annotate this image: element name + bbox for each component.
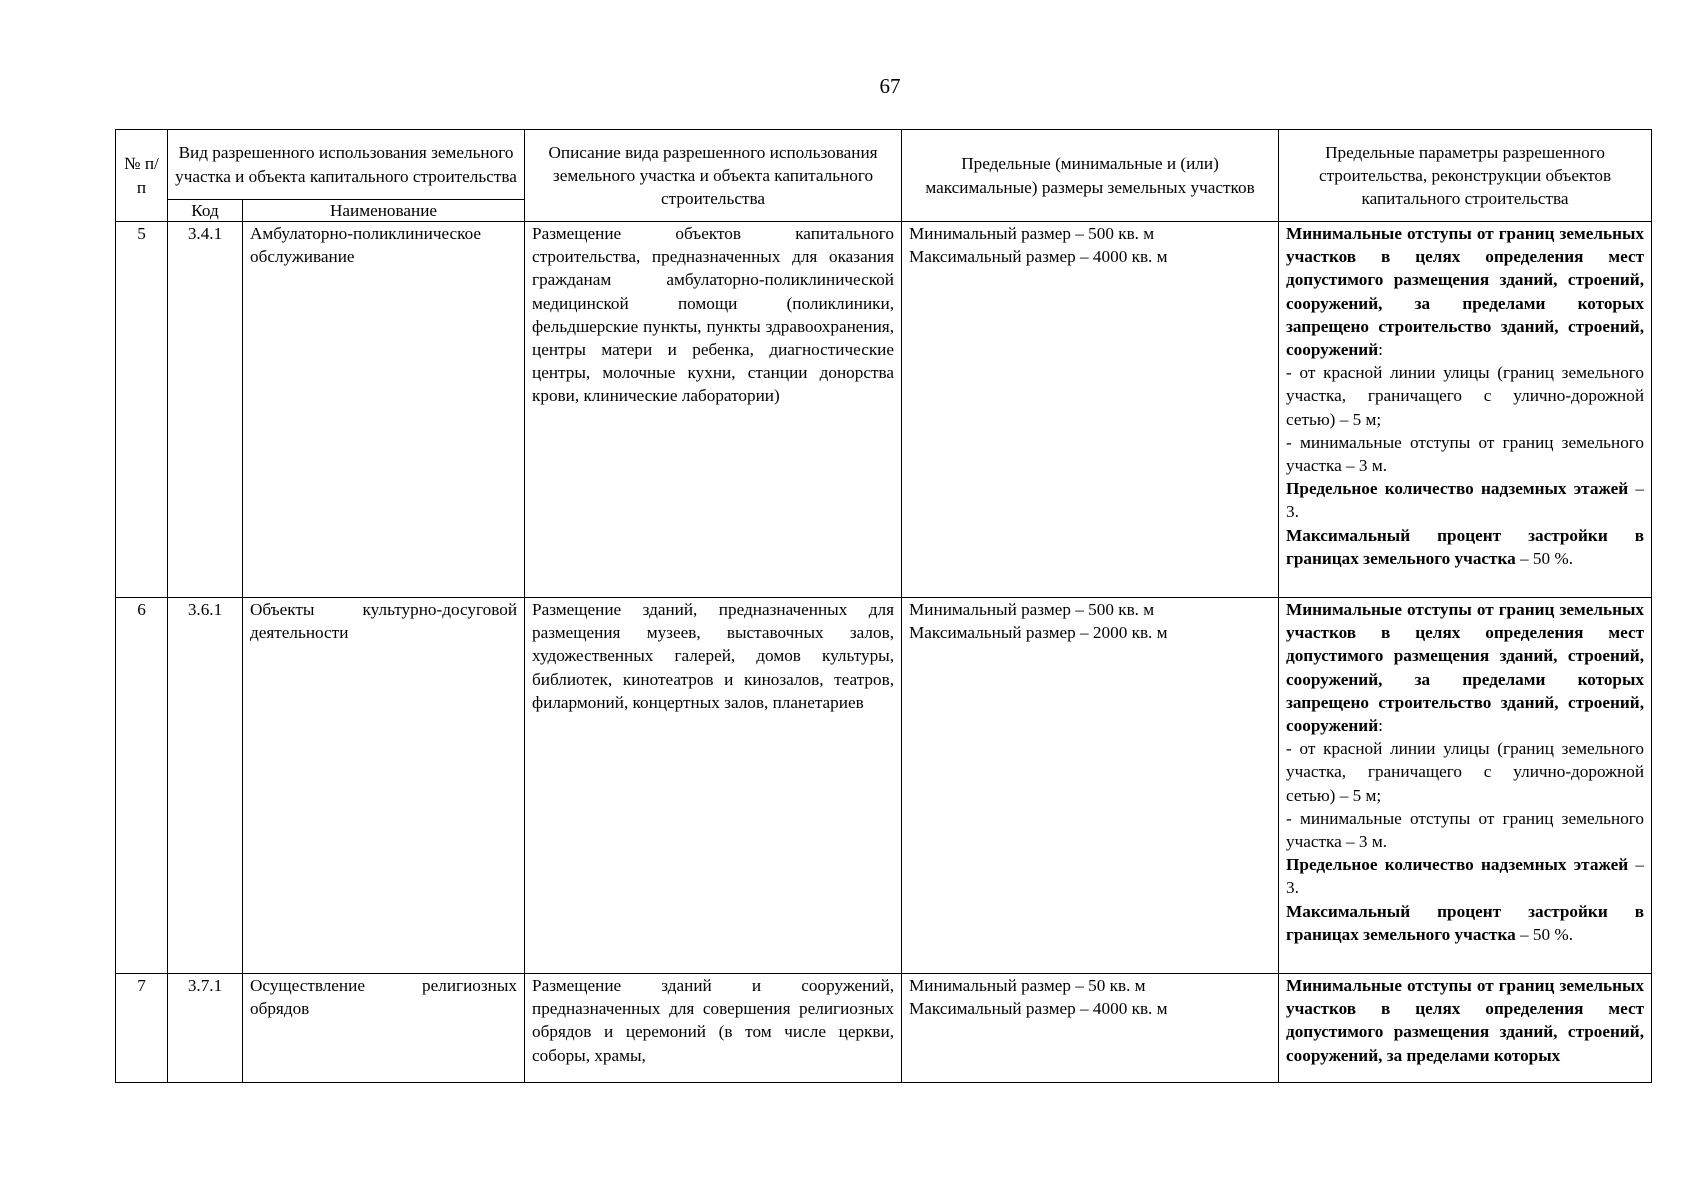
- row-description: Размещение объектов капитального строительства, предназначенных для оказания гражданам амбулаторно-поликлинической медицинской помощи (поликлиники, фельдшерские пункты, пункты здравоохранения, центры матери и ребенка, диагностические центры, молочные кухни, станции донорства крови, клинические лаборатории): [525, 222, 902, 598]
- row-number: 6: [116, 598, 168, 974]
- row-sizes: [902, 598, 1279, 974]
- row-params: Минимальные отступы от границ земельных участков в целях определения мест допустимого размещения зданий, строений, сооружений, за пределами которых запрещено строительство зданий, строений, сооружений: - от красной линии улицы (границ земельного участка, граничащего с улично-дорожной сетью) – 5 м; - минимальные отступы от границ земельного участка – 3 м. Предельное количество надземных этажей – 3. Максимальный процент застройки в границах земельного участка – 50 %.: [1279, 222, 1652, 598]
- header-num: № п/п: [116, 130, 168, 222]
- table-row: [116, 974, 1652, 1083]
- header-params: Предельные параметры разрешенного строительства, реконструкции объектов капитального строительства: [1279, 130, 1652, 222]
- floors-value: – 3.: [1286, 479, 1645, 522]
- regulations-table: [115, 129, 1652, 1083]
- floors-label: Предельное количество надземных этажей: [1286, 855, 1629, 875]
- row-params: Минимальные отступы от границ земельных участков в целях определения мест допустимого размещения зданий, строений, сооружений, за пределами которых запрещено строительство зданий, строений, сооружений: - от красной линии улицы (границ земельного участка, граничащего с улично-дорожной сетью) – 5 м; - минимальные отступы от границ земельного участка – 3 м. Предельное количество надземных этажей – 3. Максимальный процент застройки в границах земельного участка – 50 %.: [1279, 598, 1652, 974]
- setbacks-title: Минимальные отступы от границ земельных участков в целях определения мест допустимого размещения зданий, строений, сооружений, за пределами которых запрещено строительство зданий, строений, сооружений: [1286, 224, 1645, 360]
- row-code: 3.7.1: [168, 974, 243, 1083]
- setback-border: - минимальные отступы от границ земельного участка – 3 м.: [1286, 432, 1645, 476]
- coverage-value: – 50 %.: [1520, 548, 1574, 568]
- row-code: 3.6.1: [168, 598, 243, 974]
- row-name: Объекты культурно-досуговой деятельности: [243, 598, 525, 974]
- setback-red-line: - от красной линии улицы (границ земельного участка, граничащего с улично-дорожной сетью) – 5 м;: [1286, 363, 1645, 429]
- row-params: [1279, 974, 1652, 1083]
- row-description: Размещение зданий, предназначенных для размещения музеев, выставочных залов, художественных галерей, домов культуры, библиотек, кинотеатров и кинозалов, театров, филармоний, концертных залов, планетариев: [525, 598, 902, 974]
- setbacks-title: Минимальные отступы от границ земельных участков в целях определения мест допустимого размещения зданий, строений, сооружений, за пределами которых запрещено строительство зданий, строений, сооружений: [1286, 600, 1645, 736]
- row-number: 5: [116, 222, 168, 598]
- row-sizes: [902, 974, 1279, 1083]
- header-code: Код: [168, 200, 243, 222]
- coverage-label: Максимальный процент застройки в границах земельного участка: [1286, 901, 1645, 944]
- row-name: Осуществление религиозных обрядов: [243, 974, 525, 1083]
- size-min: Минимальный размер – 500 кв. м: [909, 224, 1155, 243]
- setback-border: - минимальные отступы от границ земельного участка – 3 м.: [1286, 808, 1645, 852]
- header-name: Наименование: [243, 200, 525, 222]
- header-description: Описание вида разрешенного использования земельного участка и объекта капитального строительства: [525, 130, 902, 222]
- size-min: Минимальный размер – 50 кв. м: [909, 976, 1146, 995]
- row-sizes: [902, 222, 1279, 598]
- setbacks-title: Минимальные отступы от границ земельных участков в целях определения мест допустимого размещения зданий, строений, сооружений, за пределами которых: [1286, 976, 1645, 1065]
- size-max: Максимальный размер – 4000 кв. м: [909, 247, 1168, 267]
- coverage-label: Максимальный процент застройки в границах земельного участка: [1286, 525, 1645, 568]
- header-kind-group: Вид разрешенного использования земельного участка и объекта капитального строительства: [168, 130, 525, 200]
- row-number: 7: [116, 974, 168, 1083]
- table-row: [116, 222, 1652, 598]
- size-max: Максимальный размер – 2000 кв. м: [909, 623, 1168, 643]
- header-sizes: Предельные (минимальные и (или) максимальные) размеры земельных участков: [902, 130, 1279, 222]
- size-min: Минимальный размер – 500 кв. м: [909, 600, 1155, 619]
- page-number: 67: [879, 74, 901, 98]
- size-max: Максимальный размер – 4000 кв. м: [909, 999, 1168, 1019]
- row-description: Размещение зданий и сооружений, предназначенных для совершения религиозных обрядов и церемоний (в том числе церкви, соборы, храмы,: [525, 974, 902, 1083]
- row-name: Амбулаторно-поликлиническое обслуживание: [243, 222, 525, 598]
- table-row: [116, 598, 1652, 974]
- setback-red-line: - от красной линии улицы (границ земельного участка, граничащего с улично-дорожной сетью) – 5 м;: [1286, 739, 1645, 805]
- floors-label: Предельное количество надземных этажей: [1286, 479, 1629, 499]
- coverage-value: – 50 %.: [1520, 924, 1574, 944]
- row-code: 3.4.1: [168, 222, 243, 598]
- floors-value: – 3.: [1286, 855, 1645, 898]
